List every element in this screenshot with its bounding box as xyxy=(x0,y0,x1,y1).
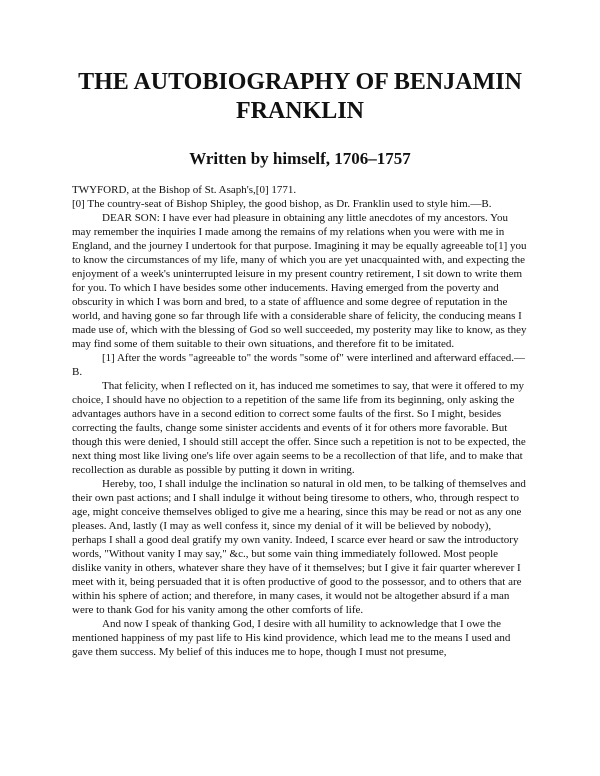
paragraph: TWYFORD, at the Bishop of St. Asaph's,[0] 1771. xyxy=(72,184,297,196)
document-body xyxy=(72,183,528,659)
paragraph: And now I speak of thanking God, I desire with all humility to acknowledge that I owe the mentioned happiness of my past life to His kind providence, which lead me to the means I used and gave them success. My belief of this induces me to hope, though I must not presume, xyxy=(72,618,511,658)
document-page xyxy=(72,68,528,659)
paragraph: DEAR SON: I have ever had pleasure in obtaining any little anecdotes of my ancestors. You may remember the inquiries I made among the remains of my relations when you were with me in England, and the journey I undertook for that purpose. Imagining it may be equally agreeable to[1] you to know the circumstances of my life, many of which you are yet unacquainted with, and expecting the enjoyment of a week's uninterrupted leisure in my present country retirement, I sit down to write them for you. To which I have besides some other inducements. Having emerged from the poverty and obscurity in which I was born and bred, to a state of affluence and some degree of reputation in the world, and having gone so far through life with a considerable share of felicity, the conducing means I made use of, which with the blessing of God so well succeeded, my posterity may like to know, as they may find some of them suitable to their own situations, and therefore fit to be imitated. xyxy=(72,212,527,350)
paragraph: That felicity, when I reflected on it, has induced me sometimes to say, that were it offered to my choice, I should have no objection to a repetition of the same life from its beginning, only asking the advantages authors have in a second edition to correct some faults of the first. So I might, besides correcting the faults, change some sinister accidents and events of it for others more favorable. But though this were denied, I should still accept the offer. Since such a repetition is not to be expected, the next thing most like living one's life over again seems to be a recollection of that life, and to make that recollection as durable as possible by putting it down in writing. xyxy=(72,380,526,476)
paragraph: [1] After the words "agreeable to" the words "some of" were interlined and afterward effaced.—B. xyxy=(72,352,526,378)
document-title: THE AUTOBIOGRAPHY OF BENJAMIN FRANKLIN xyxy=(78,69,522,124)
paragraph: Hereby, too, I shall indulge the inclination so natural in old men, to be talking of themselves and their own past actions; and I shall indulge it without being tiresome to others, who, through respect to age, might conceive themselves obliged to give me a hearing, since this may be read or not as any one pleases. And, lastly (I may as well confess it, since my denial of it will be believed by nobody), perhaps I shall a good deal gratify my own vanity. Indeed, I scarce ever heard or saw the introductory words, "Without vanity I may say," &c., but some vain thing immediately followed. Most people dislike vanity in others, whatever share they have of it themselves; but I give it fair quarter wherever I meet with it, being persuaded that it is often productive of good to the possessor, and to others that are within his sphere of action; and therefore, in many cases, it would not be altogether absurd if a man were to thank God for his vanity among the other comforts of life. xyxy=(72,478,526,616)
paragraph: [0] The country-seat of Bishop Shipley, the good bishop, as Dr. Franklin used to style him.—B. xyxy=(72,198,492,210)
document-subtitle: Written by himself, 1706–1757 xyxy=(189,149,411,168)
